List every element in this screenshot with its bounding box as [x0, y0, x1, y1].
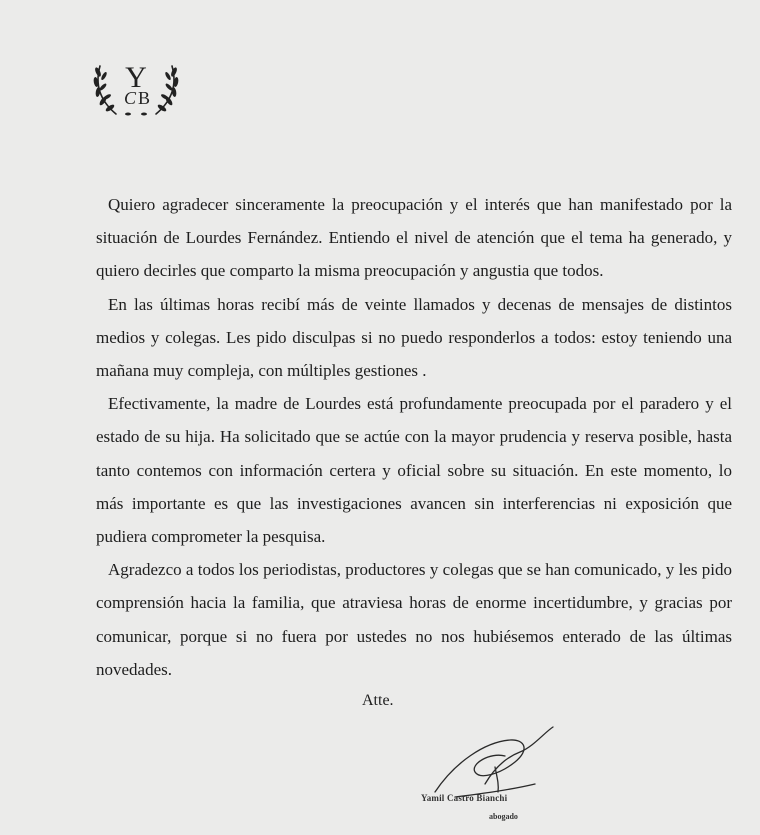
svg-text:C: C — [123, 88, 137, 108]
paragraph-4: Agradezco a todos los periodistas, productores y colegas que se han comunicado, y les pido comprensión hacia la familia, que atraviesa horas de enorme incertidumbre, y gracias por comunicar, porque si no fuera por ustedes no nos hubiésemos enterado de las últimas novedades. — [96, 560, 732, 679]
handwritten-signature-icon — [425, 722, 560, 802]
svg-text:Y: Y — [125, 61, 147, 94]
letter-body — [96, 188, 732, 686]
signer-name: Yamil Castro Bianchi — [421, 793, 508, 803]
letterhead-logo — [86, 54, 186, 124]
svg-text:B: B — [137, 88, 151, 108]
closing: Atte. — [362, 692, 394, 709]
paragraph-1: Quiero agradecer sinceramente la preocupación y el interés que han manifestado por la situación de Lourdes Fernández. Entiendo el nivel de atención que el tema ha generado, y quiero decirles que comparto la misma preocupación y angustia que todos. — [96, 195, 732, 281]
paragraph-3: Efectivamente, la madre de Lourdes está profundamente preocupada por el paradero y el estado de su hija. Ha solicitado que se actúe con la mayor prudencia y reserva posible, hasta tanto contemos con información certera y oficial sobre su situación. En este momento, lo más importante es que las investigaciones avancen sin interferencias ni exposición que pudiera comprometer la pesquisa. — [96, 394, 732, 547]
laurel-monogram-icon — [86, 54, 186, 124]
signer-title: abogado — [489, 812, 518, 821]
paragraph-2: En las últimas horas recibí más de veinte llamados y decenas de mensajes de distintos medios y colegas. Les pido disculpas si no puedo responderlos a todos: estoy teniendo una mañana muy compleja, con múltiples gestiones . — [96, 294, 732, 381]
